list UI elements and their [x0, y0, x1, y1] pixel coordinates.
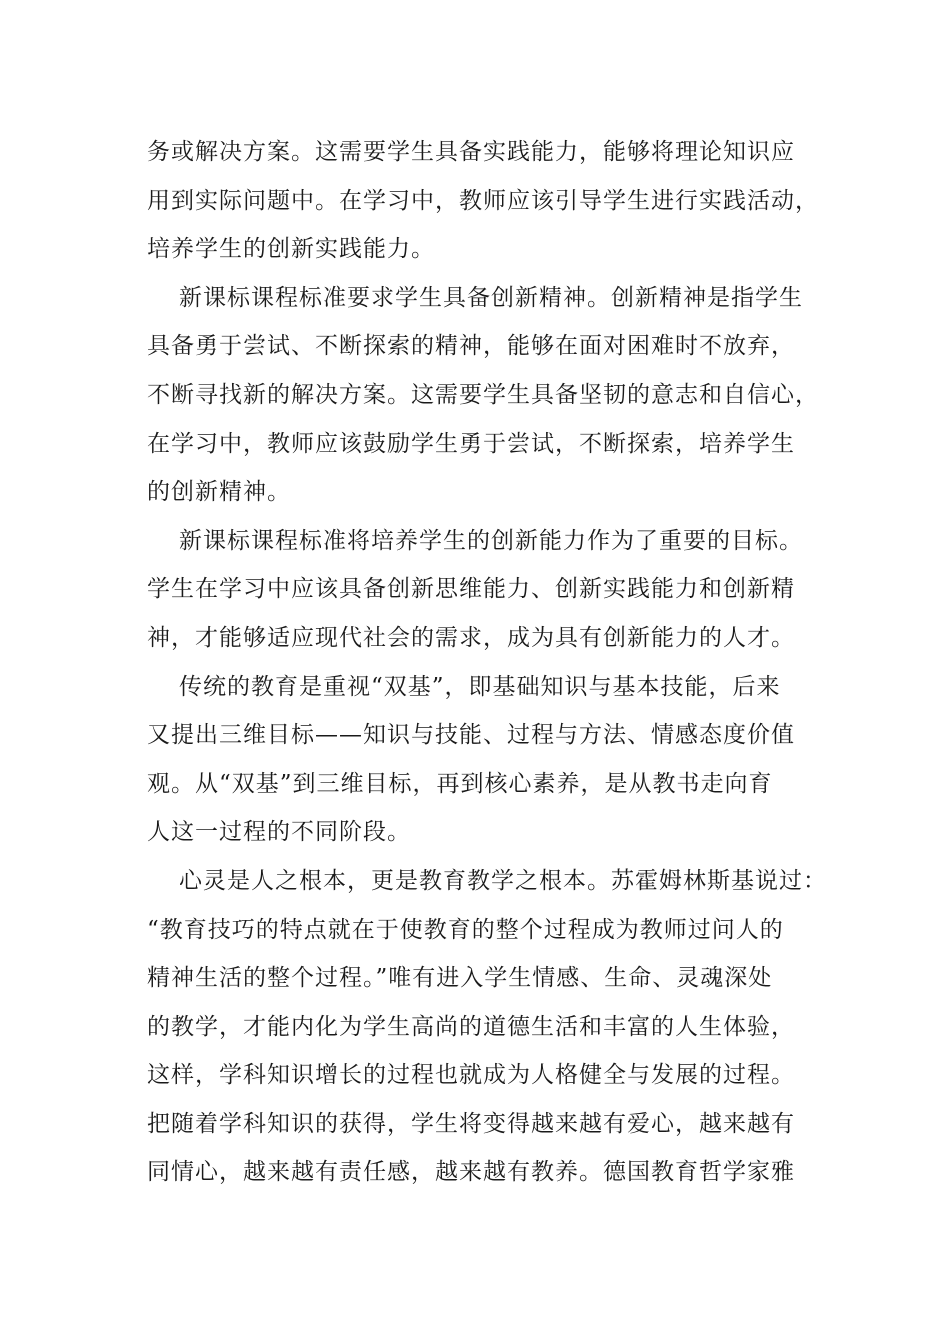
document-body — [147, 128, 827, 1197]
text-line: 神，才能够适应现代社会的需求，成为具有创新能力的人才。 — [147, 624, 795, 651]
text-line: 精神生活的整个过程。”唯有进入学生情感、生命、灵魂深处 — [147, 965, 773, 992]
paragraph-first-line: 新课标课程标准要求学生具备创新精神。创新精神是指学生 — [179, 284, 803, 311]
text-line: 又提出三维目标——知识与技能、过程与方法、情感态度价值 — [147, 722, 795, 749]
text-line: 务或解决方案。这需要学生具备实践能力，能够将理论知识应 — [147, 139, 795, 165]
text-line: 学生在学习中应该具备创新思维能力、创新实践能力和创新精 — [147, 576, 795, 603]
text-line: 的教学，才能内化为学生高尚的道德生活和丰富的人生体验， — [147, 1013, 795, 1040]
text-line: 不断寻找新的解决方案。这需要学生具备坚韧的意志和自信心， — [147, 381, 819, 408]
text-line: 用到实际问题中。在学习中，教师应该引导学生进行实践活动， — [147, 187, 819, 214]
text-line: 培养学生的创新实践能力。 — [147, 236, 435, 263]
text-line: 这样，学科知识增长的过程也就成为人格健全与发展的过程。 — [147, 1062, 795, 1089]
text-line: 人这一过程的不同阶段。 — [147, 819, 411, 846]
text-line: 的创新精神。 — [147, 479, 291, 506]
text-line: “教育技巧的特点就在于使教育的整个过程成为教师过问人的 — [147, 916, 784, 943]
text-line: 在学习中，教师应该鼓励学生勇于尝试，不断探索，培养学生 — [147, 430, 795, 457]
text-line: 具备勇于尝试、不断探索的精神，能够在面对困难时不放弃， — [147, 333, 795, 360]
text-line: 观。从“双基”到三维目标，再到核心素养，是从教书走向育 — [147, 770, 773, 797]
text-line: 同情心，越来越有责任感，越来越有教养。德国教育哲学家雅 — [147, 1159, 795, 1186]
paragraph-first-line: 传统的教育是重视“双基”，即基础知识与基本技能，后来 — [179, 673, 781, 700]
text-line: 把随着学科知识的获得，学生将变得越来越有爱心，越来越有 — [147, 1110, 795, 1137]
paragraph-first-line: 心灵是人之根本，更是教育教学之根本。苏霍姆林斯基说过： — [179, 867, 827, 894]
paragraph-first-line: 新课标课程标准将培养学生的创新能力作为了重要的目标。 — [179, 527, 803, 554]
